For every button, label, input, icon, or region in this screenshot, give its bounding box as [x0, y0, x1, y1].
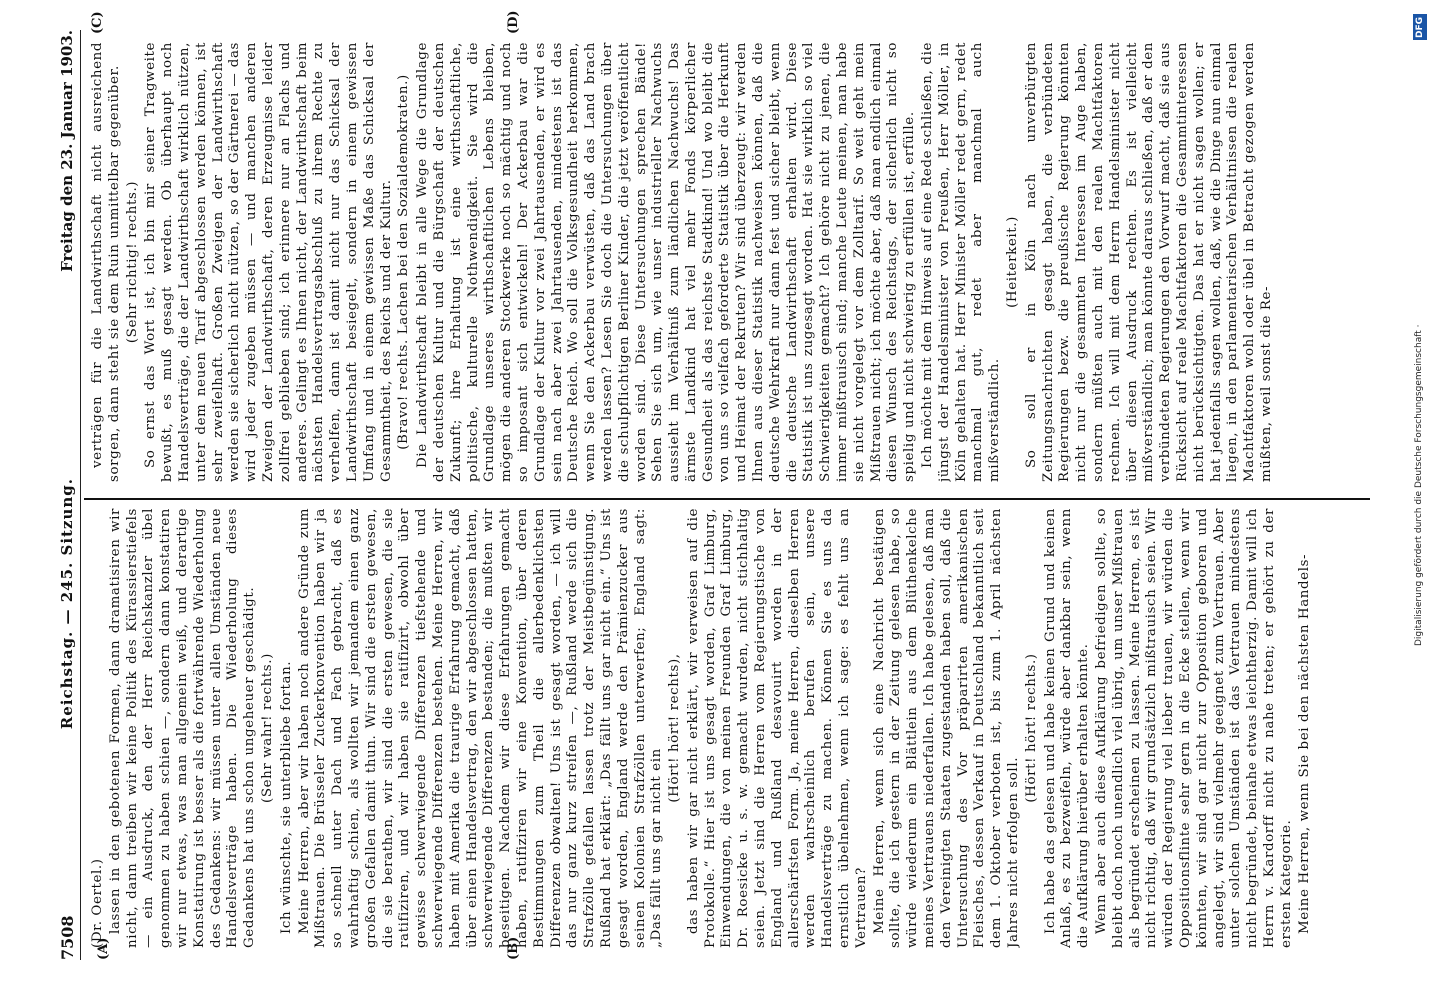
margin-marker-c: (C)	[90, 11, 105, 34]
interjection: (Sehr richtig! rechts.)	[124, 180, 140, 344]
margin-marker-d: (D)	[506, 10, 521, 34]
dfg-logo: DFG	[1413, 14, 1427, 40]
paragraph: So ernst das Wort ist, ich bin mir seiner Tragweite bewußt, es muß gesagt werden. Ob überhaupt noch Handelsverträge, die der Landwirthschaft wirklich nützen, unter dem neuen Tarif abgeschlossen werden können, ist sehr zweifelhaft. Großen Zweigen der Landwirthschaft werden sie sicherlich nicht nützen, so der Gärtnerei — das wird jeder zugeben müssen — und manchen anderen Zweigen der Landwirthschaft, deren Erzeugnisse leider zollfrei geblieben sind; ich erinnere nur an Flachs und anderes. Gelingt es Ihnen nicht, der Landwirthschaft beim nächsten Handelsvertragsabschluß zu ihrem Rechte zu verhelfen, dann ist damit nicht nur das Schicksal der Landwirthschaft besiegelt, sondern in einem gewissen Umfang und in einem gewissen Maße das Schicksal der Gesammtheit, des Reichs und der Kultur.	[143, 42, 394, 482]
session-title: Reichstag. — 245. Sitzung.	[58, 478, 76, 730]
paragraph: So soll er in Köln nach unverbürgten Zeitungsnachrichten gesagt haben, die verbündeten Regierungen bezw. die preußische Regierung könnten nicht nur die gesammten Interessen im Auge haben, sondern müßten auch mit den realen Machtfaktoren rechnen. Ich will mit dem Herrn Handelsminister nicht über diesen Ausdruck rechten. Es ist vielleicht mißverständlich; man könnte daraus schließen, daß er den verbündeten Regierungen den Vorwurf macht, daß sie aus Rücksicht auf reale Machtfaktoren die Gesammtinteressen nicht berücksichtigten. Das hat er nicht sagen wollen; er hat jedenfalls sagen wollen, daß, wie die Dinge nun einmal liegen, in den parlamentarischen Verhältnissen die realen Machtfaktoren wohl oder übel in Betracht gezogen werden müßten, weil sonst die Re-	[1023, 42, 1274, 482]
speaker-label: (Dr. Oertel.)	[90, 858, 105, 948]
header-rule	[80, 30, 81, 960]
left-column	[90, 508, 1370, 948]
column-divider	[84, 498, 1370, 500]
paragraph: Ich habe das gelesen und habe keinen Grund und keinen Anlaß, es zu bezweifeln, würde aber dankbar sein, wenn die Aufklärung hierüber erhalten könnte.	[1042, 508, 1092, 948]
interjection: (Heiterkeit.)	[1005, 216, 1021, 308]
paragraph: das haben wir gar nicht erklärt, wir verweisen auf die Protokolle.“ Hier ist uns gesagt worden, Graf Limburg, Einwendungen, die von meinen Freunden Graf Limburg, Dr. Roesicke u. s. w. gemacht wurden, nicht stichhaltig seien. Jetzt sind die Herren vom Regierungstische von England und Rußland desavouirt worden in der allerschärfsten Form. Ja, meine Herren, dieselben Herren werden wahrscheinlich berufen sein, unsere Handelsverträge zu machen. Können Sie es uns da ernstlich übelnehmen, wenn ich sage: es fehlt uns an Vertrauen?	[685, 508, 869, 948]
margin-marker-a: (A)	[96, 937, 111, 960]
interjection: (Hört! hört! rechts),	[667, 653, 683, 803]
page-header	[55, 30, 79, 960]
paragraph: Ich möchte mit dem Hinweis auf eine Rede schließen, die jüngst der Handelsminister von Preußen, Herr Möller, in Köln gehalten hat. Herr Minister Möller redet gern, redet manchmal gut, redet aber manchmal auch mißverständlich.	[920, 42, 1003, 482]
funding-credit: Digitalisierung gefördert durch die Deutsche Forschungsgemeinschaft ·	[1414, 324, 1424, 646]
paragraph: Wenn aber auch diese Aufklärung befriedigen sollte, so bleibt doch noch unendlich viel übrig, um unser Mißtrauen als begründet erscheinen zu lassen. Meine Herren, es ist nicht richtig, daß wir grundsätzlich mißtrauisch seien. Wir würden der Regierung viel lieber trauen, wir würden die Oppositionsflinte sehr gern in die Ecke stellen, wenn wir könnten, wir sind gar nicht zur Opposition geboren und angelegt, wir sind vielmehr geeignet zum Vertrauen. Aber unter solchen Umständen ist das Vertrauen mindestens nicht begründet, beinahe etwas leichtherzig. Damit will ich Herrn v. Kardorff nicht zu nahe treten; er gehört zu der ersten Kategorie.	[1094, 508, 1294, 948]
paragraph: Die Landwirthschaft bleibt in alle Wege die Grundlage der deutschen Kultur und die Bürgschaft der deutschen Zukunft; ihre Erhaltung ist eine wirthschaftliche, politische, kulturelle Nothwendigkeit. Sie wird die Grundlage unseres wirthschaftlichen Lebens bleiben, mögen die anderen Stockwerke noch so mächtig und noch so imposant sich entwickeln! Der Ackerbau war die Grundlage der Kultur vor zwei Jahrtausenden, er wird es sein nach aber zwei Jahrtausenden, mindestens ist das Deutsche Reich. Wo soll die Volksgesundheit herkommen, wenn Sie den Ackerbau verwüsten, daß das Land brach werden lassen? Lesen Sie doch die Untersuchungen über die schulpflichtigen Berliner Kinder, die jetzt veröffentlicht worden sind. Diese Untersuchungen sprechen Bände! Sehen Sie sich um, wie unser industrieller Nachwuchs aussieht im Verhältniß zum ländlichen Nachwuchs! Das ärmste Landkind hat viel mehr Fonds körperlicher Gesundheit als das reichste Stadtkind! Und wo bleibt die von uns so vielfach geforderte Statistik über die Herkunft und Heimat der Rekruten? Wir sind überzeugt: wir werden Ihnen aus dieser Statistik nachweisen können, daß die deutsche Wehrkraft nur dann fest und sicher bleibt, wenn die deutsche Landwirthschaft erhalten wird. Diese Statistik ist uns zugesagt worden. Hat sie wirklich so viel Schwierigkeiten gemacht? Ich gehöre nicht zu jenen, die immer mißtrauisch sind; manche Leute meinen, man habe sie nicht vorgelegt vor dem Zolltarif. So weit geht mein Mißtrauen nicht; ich möchte aber, daß man endlich einmal diesen Wunsch des Reichstags, der sicherlich nicht so spielig und nicht schwierig zu erfüllen ist, erfülle.	[415, 42, 918, 482]
margin-marker-b: (B)	[506, 936, 521, 960]
paragraph: Ich wünschte, sie unterbliebe fortan.	[278, 660, 294, 934]
paragraph: Meine Herren, wenn Sie bei den nächsten Handels-	[1296, 553, 1312, 934]
page-number: 7508	[57, 915, 77, 960]
right-column	[90, 42, 1370, 482]
session-date: Freitag den 23. Januar 1903.	[58, 30, 76, 272]
interjection: (Bravo! rechts. Lachen bei den Sozialdemokraten.)	[396, 74, 412, 450]
interjection: (Sehr wahr! rechts.)	[259, 653, 275, 803]
paragraph: verträgen für die Landwirthschaft nicht ausreichend sorgen, dann steht sie dem Ruin unmittelbar gegenüber.	[90, 42, 122, 482]
digitization-sidebar	[1412, 6, 1430, 996]
interjection: (Hört! hört! rechts.)	[1023, 653, 1039, 803]
paragraph: lassen in den gebotenen Formen, dann dramatisiren wir nicht, dann treiben wir keine Politik des Kürassierstiefels — ein Ausdruck, den der Herr Reichskanzler übel genommen zu haben schien —, sondern dann konstatiren wir nur etwas, was man allgemein weiß, und derartige Konstatirung ist besser als die fortwährende Wiederholung des Gedankens: wir müssen unter allen Umständen neue Handelsverträge haben. Die Wiederholung dieses Gedankens hat uns schon ungeheuer geschädigt.	[107, 508, 258, 948]
paragraph: Meine Herren, wenn sich eine Nachricht bestätigen sollte, die ich gestern in der Zeitung gelesen habe, so würde wiederum ein Blättlein aus dem Blüthenkelche meines Vertrauens niederfallen. Ich habe gelesen, daß man den Vereinigten Staaten zugestanden haben soll, daß die Untersuchung des Vor präparirten amerikanischen Fleisches, dessen Verkauf in Deutschland bekanntlich seit dem 1. Oktober verboten ist, bis zum 1. April nächsten Jahres nicht erfolgen soll.	[871, 508, 1022, 948]
paragraph: Meine Herren, aber wir haben noch andere Gründe zum Mißtrauen. Die Brüsseler Zuckerkonvention haben wir ja so schnell unter Dach und Fach gebracht, daß es wahrhaftig schien, als wollten wir jemandem einen ganz großen Gefallen damit thun. Wir sind die ersten gewesen, die sie berathen, wir sind die ersten gewesen, die sie ratifiziren, und wir haben sie ratifizirt, obwohl über gewisse schwerwiegende Differenzen tiefstehende und schwerwiegende Differenzen bestehen. Meine Herren, wir haben mit Amerika die traurige Erfahrung gemacht, daß über einen Handelsvertrag, den wir abgeschlossen hatten, schwerwiegende Differenzen bestanden; die mußten wir beseitigen. Nachdem wir diese Erfahrungen gemacht haben, ratifiziren wir eine Konvention, über deren Bestimmungen zum Theil die allerbedenklichsten Differenzen obwalten! Uns ist gesagt worden, — ich will das nur ganz kurz streifen —, Rußland werde sich die Strafzölle gefallen lassen trotz der Meistbegünstigung. Rußland hat erklärt: „Das fällt uns gar nicht ein.“ Uns ist gesagt worden, England werde den Prämienzucker aus seinen Kolonien Strafzöllen unterwerfen; England sagt: „Das fällt uns gar nicht ein	[296, 508, 665, 948]
